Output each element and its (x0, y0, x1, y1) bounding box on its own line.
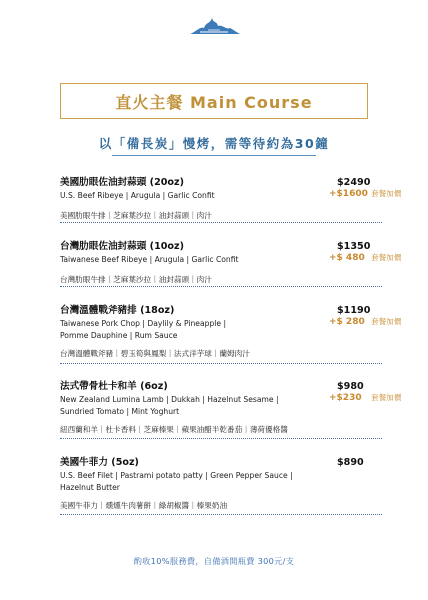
dish-chinese-description: 台灣肋眼牛排｜芝麻葉沙拉｜油封蒜頭｜肉汁 (60, 275, 212, 284)
dish-english-description-line2: Hazelnut Butter (60, 483, 120, 492)
dotted-divider (60, 514, 382, 515)
service-charge-note: 酌收10%服務費，自備酒開瓶費 300元/支 (133, 556, 295, 566)
menu-item-lamb (60, 380, 380, 436)
dish-price: $2490 (337, 177, 371, 188)
dotted-divider (60, 286, 382, 287)
dish-chinese-description: 美國牛菲力｜燻燻牛肉薯餅｜綠胡椒醬｜榛果奶油 (60, 501, 228, 510)
set-addon-price: +$230 (329, 393, 362, 403)
menu-item-beef-filet (60, 456, 380, 512)
set-addon-price: +$ 280 (329, 317, 365, 327)
set-addon-label: 套餐加價 (371, 317, 402, 326)
dish-english-description: Taiwanese Pork Chop | Daylily & Pineapple | (60, 319, 227, 328)
set-addon-price: +$1600 (329, 189, 368, 199)
dish-price: $1190 (337, 305, 371, 316)
dish-price: $1350 (337, 241, 371, 252)
menu-item-pork-chop (60, 304, 380, 360)
dish-chinese-description: 美國肋眼牛排｜芝麻葉沙拉｜油封蒜頭｜肉汁 (60, 211, 212, 220)
restaurant-logo-icon (186, 14, 242, 36)
section-title: 直火主餐 Main Course (115, 92, 313, 112)
dish-english-description-line2: Pomme Dauphine | Rum Sauce (60, 331, 178, 340)
dish-english-description: New Zealand Lumina Lamb | Dukkah | Hazelnut Sesame | (60, 395, 279, 404)
set-addon-label: 套餐加價 (371, 253, 402, 262)
dish-price: $890 (337, 457, 364, 468)
dish-name: 美國牛菲力 (5oz) (60, 457, 139, 468)
section-subtitle: 以「備長炭」慢烤，需等待約為30鐘 (98, 136, 330, 151)
dish-chinese-description: 紐西蘭和羊｜杜卡香料｜芝麻榛果｜蘋果油醋半乾番茄｜薄荷優格醬 (60, 425, 288, 434)
dish-english-description: U.S. Beef Filet | Pastrami potato patty | Green Pepper Sauce | (60, 471, 293, 480)
dish-chinese-description: 台灣溫體戰斧豬｜碧玉筍與鳳梨｜法式洋芋球｜蘭姆肉汁 (60, 349, 250, 358)
dish-name: 台灣肋眼佐油封蒜頭 (10oz) (60, 241, 184, 252)
subtitle-underline (112, 155, 316, 156)
section-title-box (60, 83, 368, 119)
dish-price: $980 (337, 381, 364, 392)
set-addon-label: 套餐加價 (371, 393, 402, 402)
dish-name: 法式帶骨杜卡和羊 (6oz) (60, 381, 168, 392)
dotted-divider (60, 363, 382, 364)
dish-name: 台灣溫體戰斧豬排 (18oz) (60, 305, 175, 316)
dotted-divider (60, 438, 382, 439)
set-addon-price: +$ 480 (329, 253, 365, 263)
dish-name: 美國肋眼佐油封蒜頭 (20oz) (60, 177, 184, 188)
dotted-divider (60, 222, 382, 223)
dish-english-description-line2: Sundried Tomato | Mint Yoghurt (60, 407, 180, 416)
dish-english-description: U.S. Beef Ribeye | Arugula | Garlic Confit (60, 191, 215, 200)
dish-english-description: Taiwanese Beef Ribeye | Arugula | Garlic Confit (60, 255, 239, 264)
set-addon-label: 套餐加價 (371, 189, 402, 198)
